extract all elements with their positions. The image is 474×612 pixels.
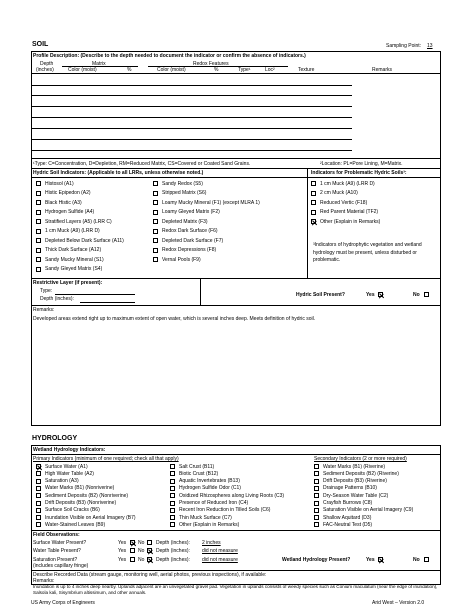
indicator-label: Oxidized Rhizospheres along Living Roots (C3) (179, 492, 285, 499)
surface-depth-label: Depth (inches): (156, 540, 190, 546)
footnote-type: ¹Type: C=Concentration, D=Depletion, RM=Reduced Matrix, CS=Covered or Coated Sand Grains. (33, 161, 251, 167)
indicator-checkbox[interactable] (311, 200, 316, 205)
wetland-no-label: No (413, 557, 420, 563)
indicator-label: Water Marks (B1) (Nonriverine) (45, 485, 115, 492)
col-depth: Depth (40, 61, 54, 67)
saturation-yes-label: Yes (118, 557, 127, 563)
indicator-label: Presence of Reduced Iron (C4) (179, 500, 249, 506)
profile-row[interactable] (32, 106, 352, 107)
hydric-no-label: No (413, 292, 420, 298)
type-field[interactable] (55, 294, 135, 295)
indicator-label: Aquatic Invertebrates (B13) (179, 478, 240, 485)
indicator-label: Stripped Matrix (S6) (162, 190, 207, 196)
indicator-label: Other (Explain in Remarks) (179, 521, 240, 528)
indicator-checkbox[interactable] (36, 508, 41, 513)
indicator-label: 1 cm Muck (A9) (LRR D) (320, 180, 375, 187)
indicator-checkbox[interactable] (170, 486, 175, 491)
secondary-label: Secondary Indicators (2 or more required) (314, 456, 407, 462)
indicator-checkbox[interactable] (153, 238, 158, 243)
col-texture: Texture (298, 67, 315, 73)
saturation-yes-checkbox[interactable] (130, 557, 135, 562)
indicator-label: 2 cm Muck (A10) (320, 190, 358, 196)
indicator-checkbox[interactable] (153, 219, 158, 224)
indicator-label: FAC-Neutral Test (D5) (323, 521, 373, 528)
hydric-yes-label: Yes (366, 292, 375, 298)
indicator-checkbox[interactable] (153, 229, 158, 234)
indicator-label: Dry-Season Water Table (C2) (323, 492, 389, 499)
col-redox-pct: % (214, 67, 219, 73)
restrictive-title: Restrictive Layer (if present): (33, 280, 103, 286)
capillary-label: (includes capillary fringe) (33, 563, 89, 569)
col-color-moist: Color (moist) (68, 67, 97, 73)
indicator-label: Stratified Layers (A5) (LRR C) (45, 218, 112, 225)
footnote-loc: ²Location: PL=Pore Lining, M=Matrix. (320, 161, 403, 167)
saturation-depth-value[interactable]: did not measure (202, 557, 238, 563)
indicator-label: Sediment Deposits (B2) (Riverine) (323, 470, 399, 477)
indicator-checkbox[interactable] (36, 238, 41, 243)
col-depth-unit: (inches) (36, 67, 54, 73)
indicator-label: 1 cm Muck (A9) (LRR D) (45, 228, 100, 234)
hydric-yes-checkbox[interactable] (378, 292, 383, 297)
indicator-checkbox[interactable] (153, 200, 158, 205)
footer-left: US Army Corps of Engineers (31, 600, 95, 606)
indicator-label: Reduced Vertic (F18) (320, 199, 368, 206)
footnote-hydrophytic: ³Indicators of hydrophytic vegetation and wetland hydrology must be present, unless disturbed or problematic. (313, 242, 422, 263)
indicator-checkbox[interactable] (314, 522, 319, 527)
indicator-label: Redox Depressions (F8) (162, 247, 217, 253)
indicator-label: Thin Muck Surface (C7) (179, 514, 232, 521)
indicator-label: Crayfish Burrows (C8) (323, 500, 373, 506)
indicator-checkbox[interactable] (314, 508, 319, 513)
indicator-checkbox[interactable] (36, 501, 41, 506)
hydric-indicators-title: Hydric Soil Indicators: (Applicable to all LRRs, unless otherwise noted.) (33, 170, 204, 176)
surface-yes-checkbox[interactable] (130, 540, 135, 545)
col-pct: % (127, 67, 132, 73)
hydrology-remarks-text[interactable]: Inundation is up to 4 inches deep nearby. Uplands adjacent are an unvegetated gravel pad. Vegetation in uplands consists of weedy species such as Conium maculatum (near the edge of inundation), Salsola kali, Sisymbrium altissimum, and other annuals. (33, 584, 438, 595)
indicator-checkbox[interactable] (36, 486, 41, 491)
col-loc: Loc² (265, 67, 275, 73)
indicator-label: Hydrogen Sulfide Odor (C1) (179, 485, 241, 492)
indicator-checkbox[interactable] (153, 181, 158, 186)
indicator-label: Histic Epipedon (A2) (45, 190, 91, 196)
saturation-label: Saturation Present? (33, 557, 78, 563)
profile-description: Profile Description: (Describe to the depth needed to document the indicator or confirm the absence of indicators.) (33, 53, 306, 59)
saturation-depth-label: Depth (inches): (156, 557, 190, 563)
indicator-checkbox[interactable] (153, 257, 158, 262)
indicator-checkbox[interactable] (36, 191, 41, 196)
indicator-checkbox[interactable] (170, 515, 175, 520)
table-no-checkbox[interactable] (147, 548, 152, 553)
indicator-label: High Water Table (A2) (45, 470, 94, 477)
indicator-label: Surface Water (A1) (45, 463, 88, 470)
profile-row[interactable] (32, 95, 352, 96)
hydrology-remarks-label: Remarks: (33, 578, 55, 584)
indicator-label: Saturation (A3) (45, 478, 79, 485)
indicator-label: Drift Deposits (B3) (Riverine) (323, 478, 387, 485)
indicator-label: Surface Soil Cracks (B6) (45, 507, 100, 514)
soil-remarks-text[interactable]: Developed areas extend right up to maximum extent of open water, which is several inches deep. Meets definition of hydric soil. (33, 316, 316, 322)
col-redox: Redox Features (193, 61, 229, 67)
surface-no-label: No (138, 540, 145, 546)
table-depth-label: Depth (inches): (156, 548, 190, 554)
saturation-no-checkbox[interactable] (147, 557, 152, 562)
indicator-label: Sediment Deposits (B2) (Nonriverine) (45, 492, 129, 499)
surface-depth-value[interactable]: 2 inches (202, 540, 221, 546)
indicator-checkbox[interactable] (36, 248, 41, 253)
describe-label: Describe Recorded Data (stream gauge, monitoring well, aerial photos, previous inspections), if available: (33, 572, 267, 578)
indicator-checkbox[interactable] (36, 471, 41, 476)
saturation-no-label: No (138, 557, 145, 563)
indicator-label: Salt Crust (B11) (179, 463, 215, 470)
indicator-checkbox[interactable] (153, 191, 158, 196)
primary-label: Primary Indicators (minimum of one required; check all that apply) (33, 456, 179, 462)
indicator-checkbox[interactable] (170, 464, 175, 469)
indicator-label: Saturation Visible on Aerial Imagery (C9) (323, 507, 414, 514)
indicator-checkbox[interactable] (36, 522, 41, 527)
col-remarks: Remarks (372, 67, 393, 73)
footer-right: Arid West – Version 2.0 (372, 600, 425, 606)
hydrology-title: HYDROLOGY (32, 435, 78, 442)
wetland-present-label: Wetland Hydrology Present? (282, 557, 351, 563)
indicator-checkbox[interactable] (311, 210, 316, 215)
indicator-label: Sandy Mucky Mineral (S1) (45, 256, 104, 263)
sampling-point-value[interactable]: 13 (427, 43, 433, 49)
indicator-label: Sandy Redox (S5) (162, 180, 203, 187)
depth-label: Depth (inches): (40, 296, 74, 302)
indicator-checkbox[interactable] (36, 493, 41, 498)
indicator-checkbox[interactable] (153, 248, 158, 253)
wetland-yes-label: Yes (366, 557, 375, 563)
hydric-no-checkbox[interactable] (424, 292, 429, 297)
indicator-checkbox[interactable] (36, 257, 41, 262)
indicator-label: Sandy Gleyed Matrix (S4) (45, 266, 103, 272)
profile-row[interactable] (32, 150, 352, 151)
indicator-checkbox[interactable] (153, 210, 158, 215)
indicator-checkbox[interactable] (36, 229, 41, 234)
indicator-checkbox[interactable] (36, 181, 41, 186)
indicator-checkbox[interactable] (170, 493, 175, 498)
indicator-checkbox[interactable] (314, 471, 319, 476)
indicator-label: Water-Stained Leaves (B9) (45, 521, 106, 528)
indicator-label: Redox Dark Surface (F6) (162, 228, 218, 234)
field-obs-title: Field Observations: (33, 532, 80, 538)
col-redox-color: Color (moist) (157, 67, 186, 73)
indicator-label: Thick Dark Surface (A12) (45, 247, 102, 253)
indicator-label: Loamy Gleyed Matrix (F2) (162, 209, 220, 215)
table-depth-value[interactable]: did not measure (202, 548, 238, 554)
indicator-checkbox[interactable] (36, 267, 41, 272)
profile-row[interactable] (32, 139, 352, 140)
hydric-present-label: Hydric Soil Present? (296, 292, 345, 298)
table-yes-checkbox[interactable] (130, 548, 135, 553)
indicator-label: Histosol (A1) (45, 180, 74, 187)
indicator-label: Vernal Pools (F9) (162, 256, 201, 263)
indicator-checkbox[interactable] (36, 515, 41, 520)
water-table-label: Water Table Present? (33, 548, 81, 554)
wetland-no-checkbox[interactable] (424, 557, 429, 562)
col-type: Type¹ (238, 67, 251, 73)
indicator-label: Loamy Mucky Mineral (F1) (except MLRA 1) (162, 199, 260, 206)
indicator-checkbox[interactable] (170, 508, 175, 513)
indicator-checkbox[interactable] (314, 501, 319, 506)
profile-row[interactable] (32, 85, 352, 86)
indicator-label: Other (Explain in Remarks) (320, 218, 381, 225)
indicator-label: Water Marks (B1) (Riverine) (323, 463, 386, 470)
indicator-checkbox[interactable] (311, 191, 316, 196)
profile-row[interactable] (32, 128, 352, 129)
indicator-label: Recent Iron Reduction in Tilled Soils (C6) (179, 507, 271, 514)
surface-yes-label: Yes (118, 540, 127, 546)
depth-field[interactable] (80, 302, 135, 303)
indicator-label: Shallow Aquitard (D3) (323, 514, 372, 521)
indicator-checkbox[interactable] (36, 479, 41, 484)
indicator-label: Hydrogen Sulfide (A4) (45, 209, 95, 215)
wetland-yes-checkbox[interactable] (378, 557, 383, 562)
profile-row[interactable] (32, 117, 352, 118)
table-yes-label: Yes (118, 548, 127, 554)
indicator-label: Drainage Patterns (B10) (323, 485, 377, 492)
soil-title: SOIL (32, 41, 49, 48)
indicator-label: Depleted Matrix (F3) (162, 218, 208, 225)
indicator-label: Biotic Crust (B12) (179, 470, 219, 477)
indicator-checkbox[interactable] (170, 501, 175, 506)
indicator-checkbox[interactable] (170, 522, 175, 527)
indicator-checkbox[interactable] (311, 219, 316, 224)
indicator-checkbox[interactable] (36, 200, 41, 205)
indicator-label: Black Histic (A3) (45, 199, 82, 206)
indicator-checkbox[interactable] (314, 479, 319, 484)
indicator-label: Depleted Dark Surface (F7) (162, 237, 224, 244)
indicator-checkbox[interactable] (314, 493, 319, 498)
wetland-indicators-title: Wetland Hydrology Indicators: (33, 447, 106, 453)
indicator-checkbox[interactable] (170, 471, 175, 476)
indicator-label: Red Parent Material (TF2) (320, 209, 379, 215)
indicator-checkbox[interactable] (36, 210, 41, 215)
sampling-point-label: Sampling Point: (386, 43, 422, 49)
indicator-checkbox[interactable] (36, 464, 41, 469)
type-label: Type: (40, 288, 53, 294)
indicator-checkbox[interactable] (36, 219, 41, 224)
indicator-checkbox[interactable] (314, 464, 319, 469)
indicator-checkbox[interactable] (170, 479, 175, 484)
col-matrix: Matrix (92, 61, 106, 67)
indicator-label: Drift Deposits (B3) (Nonriverine) (45, 500, 117, 506)
indicator-label: Inundation Visible on Aerial Imagery (B7) (45, 514, 136, 521)
table-no-label: No (138, 548, 145, 554)
surface-water-label: Surface Water Present? (33, 540, 87, 546)
soil-remarks-label: Remarks: (33, 307, 55, 313)
indicator-checkbox[interactable] (314, 486, 319, 491)
surface-no-checkbox[interactable] (147, 540, 152, 545)
indicator-label: Depleted Below Dark Surface (A11) (45, 237, 124, 244)
indicator-checkbox[interactable] (314, 515, 319, 520)
indicator-checkbox[interactable] (311, 181, 316, 186)
problematic-title: Indicators for Problematic Hydric Soils³: (311, 170, 407, 176)
